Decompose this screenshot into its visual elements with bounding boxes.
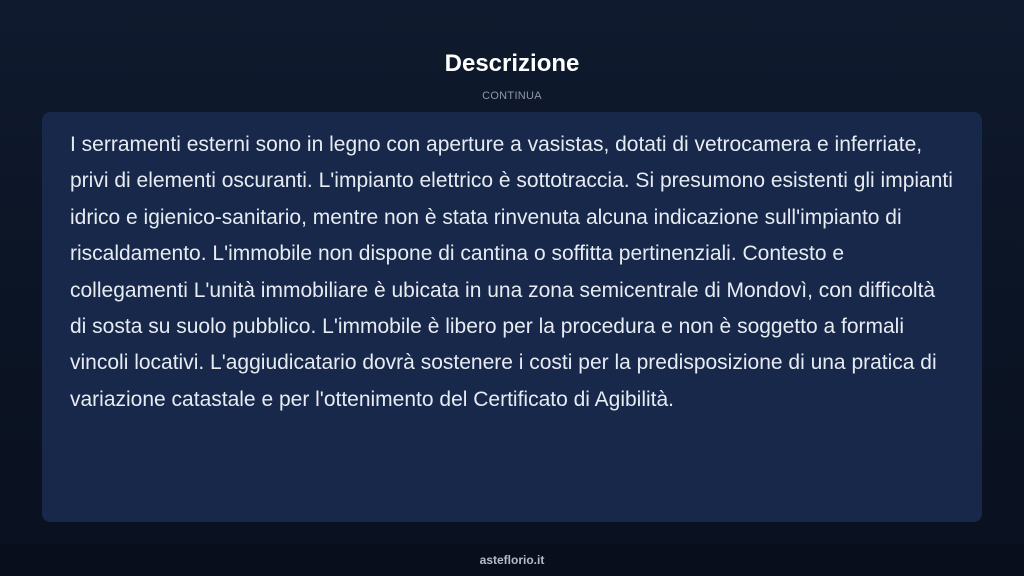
page-title: Descrizione	[444, 50, 580, 77]
continued-label: CONTINUA	[482, 90, 542, 102]
footer-bar	[0, 544, 1024, 576]
description-card	[42, 112, 982, 522]
description-text: I serramenti esterni sono in legno con aperture a vasistas, dotati di vetrocamera e inferriate, privi di elementi oscuranti. L'impianto elettrico è sottotraccia. Si presumono esistenti gli impianti idrico e igienico-sanitario, mentre non è stata rinvenuta alcuna indicazione sull'impianto di riscaldamento. L'immobile non dispone di cantina o soffitta pertinenziali. Contesto e collegamenti L'unità immobiliare è ubicata in una zona semicentrale di Mondovì, con difficoltà di sosta su suolo pubblico. L'immobile è libero per la procedura e non è soggetto a formali vincoli locativi. L'aggiudicatario dovrà sostenere i costi per la predisposizione di una pratica di variazione catastale e per l'ottenimento del Certificato di Agibilità.	[70, 133, 953, 411]
footer-site-label: asteflorio.it	[479, 553, 545, 567]
